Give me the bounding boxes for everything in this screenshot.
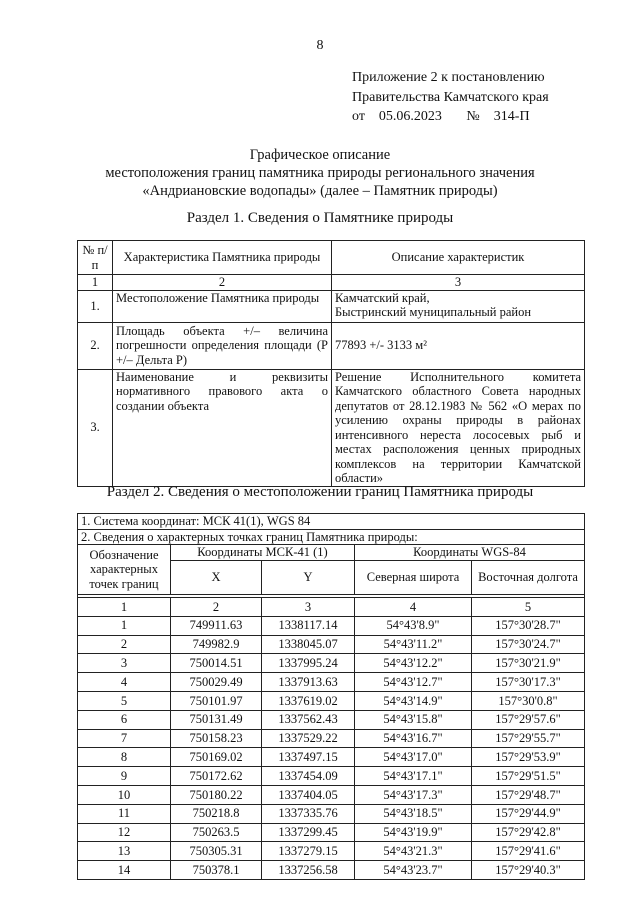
header-y: Y: [262, 561, 355, 595]
coord-system-row: [78, 514, 585, 530]
msk-x: 750158.23: [171, 729, 262, 748]
msk-x: 750131.49: [171, 710, 262, 729]
msk-y: 1338117.14: [262, 616, 355, 635]
point-number: 8: [78, 748, 171, 767]
wgs-latitude: 54°43'11.2": [355, 635, 472, 654]
msk-x: 750101.97: [171, 691, 262, 710]
point-number: 12: [78, 823, 171, 842]
msk-x: 750172.62: [171, 767, 262, 786]
table-row: [78, 710, 585, 729]
wgs-latitude: 54°43'23.7": [355, 861, 472, 880]
monument-info-table: [77, 240, 585, 487]
row-description: Решение Исполнительного комитета Камчатского областного Совета народных депутатов от 28.12.1983 № 562 «О мерах по усилению охраны природы в районах интенсивного нереста лососевых рыб и местах расположения ценных природных комплексов на территории Камчатской области»: [332, 369, 585, 486]
point-number: 9: [78, 767, 171, 786]
msk-x: 750029.49: [171, 673, 262, 692]
column-number: 2: [171, 598, 262, 617]
wgs-longitude: 157°29'57.6": [472, 710, 585, 729]
column-number: 5: [472, 598, 585, 617]
wgs-latitude: 54°43'21.3": [355, 842, 472, 861]
points-heading-text: 2. Сведения о характерных точках границ Памятника природы:: [78, 529, 585, 545]
wgs-latitude: 54°43'15.8": [355, 710, 472, 729]
point-number: 7: [78, 729, 171, 748]
header-cell: Характеристика Памятника природы: [113, 241, 332, 275]
point-number: 10: [78, 785, 171, 804]
section1-title: Раздел 1. Сведения о Памятнике природы: [186, 210, 454, 226]
appendix-line-3: от 05.06.2023 № 314-П: [352, 109, 530, 124]
column-number: 4: [355, 598, 472, 617]
msk-y: 1337995.24: [262, 654, 355, 673]
table-row: [78, 635, 585, 654]
wgs-longitude: 157°29'53.9": [472, 748, 585, 767]
table-row: [78, 654, 585, 673]
msk-y: 1337497.15: [262, 748, 355, 767]
header-x: X: [171, 561, 262, 595]
point-number: 2: [78, 635, 171, 654]
header-number-cell: 1: [78, 275, 113, 291]
description-line: Камчатский край,: [335, 290, 430, 305]
table-row: [78, 290, 585, 322]
column-number-row: [78, 598, 585, 617]
header-number-cell: 3: [332, 275, 585, 291]
page-number: 8: [316, 38, 324, 53]
table-row: [78, 616, 585, 635]
row-number: 1.: [78, 290, 113, 322]
wgs-latitude: 54°43'14.9": [355, 691, 472, 710]
row-characteristic: Местоположение Памятника природы: [113, 290, 332, 322]
appendix-line-2: Правительства Камчатского края: [352, 90, 549, 105]
wgs-longitude: 157°30'0.8": [472, 691, 585, 710]
msk-y: 1337404.05: [262, 785, 355, 804]
row-number: 2.: [78, 322, 113, 369]
wgs-latitude: 54°43'8.9": [355, 616, 472, 635]
point-number: 3: [78, 654, 171, 673]
wgs-latitude: 54°43'12.7": [355, 673, 472, 692]
document-title-line-2: местоположения границ памятника природы регионального значения: [105, 165, 535, 181]
table-header-row: [78, 545, 585, 561]
wgs-longitude: 157°29'55.7": [472, 729, 585, 748]
wgs-longitude: 157°30'24.7": [472, 635, 585, 654]
msk-x: 750218.8: [171, 804, 262, 823]
table-row: [78, 767, 585, 786]
table-row: [78, 729, 585, 748]
row-description: [332, 290, 585, 322]
wgs-latitude: 54°43'16.7": [355, 729, 472, 748]
description-line: Быстринский муниципальный район: [335, 305, 532, 319]
wgs-longitude: 157°30'21.9": [472, 654, 585, 673]
boundary-points-table: [77, 513, 585, 880]
wgs-latitude: 54°43'17.0": [355, 748, 472, 767]
msk-y: 1337529.22: [262, 729, 355, 748]
wgs-longitude: 157°30'17.3": [472, 673, 585, 692]
table-row: [78, 842, 585, 861]
table-row: [78, 861, 585, 880]
wgs-longitude: 157°29'40.3": [472, 861, 585, 880]
header-msk: Координаты МСК-41 (1): [171, 545, 355, 561]
wgs-longitude: 157°29'44.9": [472, 804, 585, 823]
header-lat: Северная широта: [355, 561, 472, 595]
msk-y: 1337913.63: [262, 673, 355, 692]
wgs-latitude: 54°43'17.3": [355, 785, 472, 804]
point-number: 5: [78, 691, 171, 710]
point-number: 6: [78, 710, 171, 729]
table-row: [78, 823, 585, 842]
appendix-line-1: Приложение 2 к постановлению: [352, 70, 545, 85]
msk-y: 1337454.09: [262, 767, 355, 786]
msk-y: 1337619.02: [262, 691, 355, 710]
coord-system-text: 1. Система координат: МСК 41(1), WGS 84: [78, 514, 585, 530]
msk-y: 1337256.58: [262, 861, 355, 880]
point-number: 13: [78, 842, 171, 861]
wgs-longitude: 157°30'28.7": [472, 616, 585, 635]
point-number: 14: [78, 861, 171, 880]
header-wgs: Координаты WGS-84: [355, 545, 585, 561]
table-row: [78, 322, 585, 369]
row-characteristic: Площадь объекта +/– величина погрешности определения площади (P +/– Дельта P): [113, 322, 332, 369]
points-heading-row: [78, 529, 585, 545]
wgs-longitude: 157°29'48.7": [472, 785, 585, 804]
msk-y: 1337562.43: [262, 710, 355, 729]
table-row: [78, 369, 585, 486]
table-row: [78, 804, 585, 823]
msk-y: 1337279.15: [262, 842, 355, 861]
msk-x: 750378.1: [171, 861, 262, 880]
point-number: 1: [78, 616, 171, 635]
msk-x: 749982.9: [171, 635, 262, 654]
point-number: 11: [78, 804, 171, 823]
points-body: [78, 616, 585, 879]
wgs-longitude: 157°29'51.5": [472, 767, 585, 786]
msk-x: 750180.22: [171, 785, 262, 804]
msk-x: 750305.31: [171, 842, 262, 861]
msk-x: 750169.02: [171, 748, 262, 767]
wgs-latitude: 54°43'18.5": [355, 804, 472, 823]
wgs-longitude: 157°29'42.8": [472, 823, 585, 842]
msk-y: 1338045.07: [262, 635, 355, 654]
column-number: 3: [262, 598, 355, 617]
row-number: 3.: [78, 369, 113, 486]
header-point: Обозначение характерных точек границ: [78, 545, 171, 595]
header-number-row: [78, 275, 585, 291]
header-cell: № п/п: [78, 241, 113, 275]
table-header-row: [78, 241, 585, 275]
msk-x: 749911.63: [171, 616, 262, 635]
row-description: 77893 +/- 3133 м²: [332, 322, 585, 369]
table-row: [78, 691, 585, 710]
point-number: 4: [78, 673, 171, 692]
table-row: [78, 673, 585, 692]
msk-y: 1337299.45: [262, 823, 355, 842]
msk-y: 1337335.76: [262, 804, 355, 823]
header-number-cell: 2: [113, 275, 332, 291]
row-characteristic: Наименование и реквизиты нормативного правового акта о создании объекта: [113, 369, 332, 486]
document-title-line-3: «Андриановские водопады» (далее – Памятник природы): [142, 183, 498, 199]
msk-x: 750014.51: [171, 654, 262, 673]
header-lon: Восточная долгота: [472, 561, 585, 595]
section2-title: Раздел 2. Сведения о местоположении границ Памятника природы: [106, 484, 534, 500]
wgs-latitude: 54°43'19.9": [355, 823, 472, 842]
table-row: [78, 785, 585, 804]
wgs-latitude: 54°43'17.1": [355, 767, 472, 786]
header-cell: Описание характеристик: [332, 241, 585, 275]
wgs-latitude: 54°43'12.2": [355, 654, 472, 673]
msk-x: 750263.5: [171, 823, 262, 842]
table-row: [78, 748, 585, 767]
wgs-longitude: 157°29'41.6": [472, 842, 585, 861]
document-title-line-1: Графическое описание: [249, 147, 391, 163]
column-number: 1: [78, 598, 171, 617]
